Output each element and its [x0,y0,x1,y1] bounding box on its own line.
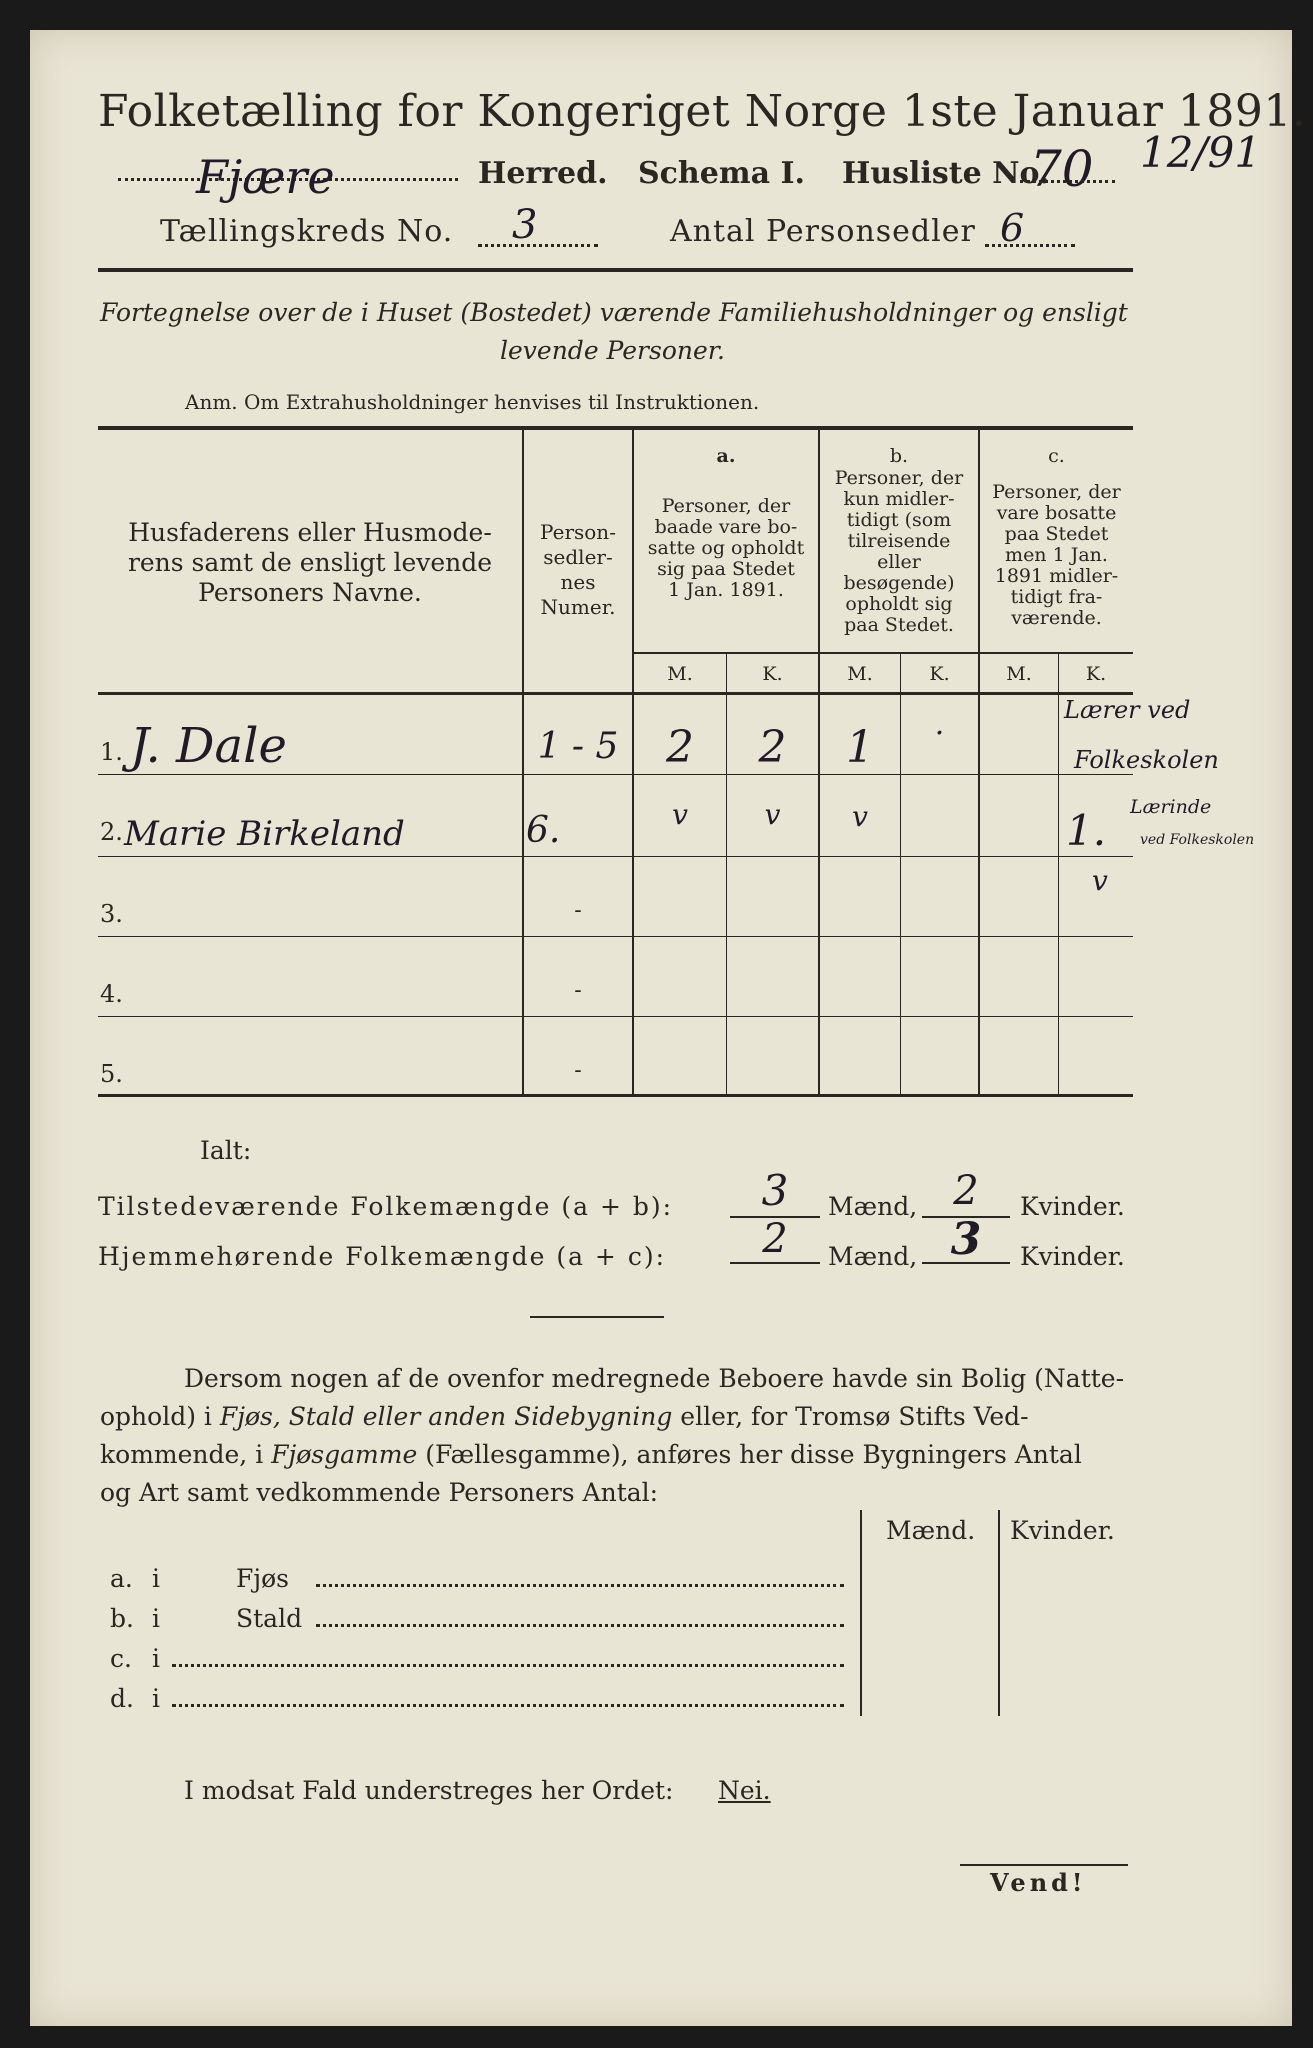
husliste-field-line [1020,180,1115,183]
vend-rule [960,1864,1128,1866]
totals-divider [530,1316,664,1318]
col-num-header-line: nes [560,570,596,594]
row-3-number: 3. [100,900,123,928]
building-row-b-i: i [152,1604,160,1633]
row-3-sedler: - [574,898,582,923]
row-5-sedler: - [574,1058,582,1083]
kreds-label: Tællingskreds No. [160,214,454,249]
building-row-c-letter: c. [110,1644,132,1673]
census-form-page [30,30,1292,2026]
vend-label: Vend! [990,1868,1087,1897]
row-rule [98,936,1133,937]
margin-note-occupation-1b: Folkeskolen [1074,746,1219,774]
building-row-a-name: Fjøs [236,1564,289,1593]
col-a-header-line: satte og opholdt [647,537,805,559]
row-1-a-k: 2 [758,722,787,773]
row-2-c-k: 1. [1066,806,1107,855]
row-rule [98,774,1133,775]
col-b-header-line: besøgende) [843,572,955,594]
row-3-c-k: v [1092,864,1108,897]
hjemme-kvinder-label: Kvinder. [1020,1242,1125,1271]
antal-value: 6 [1000,206,1025,250]
row-2-name: Marie Birkeland [124,814,405,854]
col-c-header-line: værende. [1011,607,1102,629]
building-row-c-i: i [152,1644,160,1673]
hjemme-label: Hjemmehørende Folkemængde (a + c): [98,1242,666,1271]
tilstede-maend-label: Mænd, [828,1192,918,1221]
herred-value: Fjære [196,150,335,204]
tilstede-m-value: 3 [761,1166,789,1215]
building-row-b-dots [316,1624,844,1627]
row-2-number: 2. [100,818,123,846]
intro-line-1: Fortegnelse over de i Huset (Bostedet) værende Familiehusholdninger og ensligt [100,298,1128,327]
col-b-header-line: opholdt sig [845,593,953,615]
bolig-line-3-a: kommende, i [100,1440,272,1469]
bolig-line-2-b: Fjøs, Stald eller anden Sidebygning [219,1402,673,1431]
col-c-header-line: paa Stedet [1004,523,1109,545]
col-num-header [524,520,632,620]
building-row-d-dots [172,1704,844,1707]
schema-label: Schema I. [638,156,805,191]
intro-line-2: levende Personer. [500,336,725,365]
col-c-header-line: vare bosatte [996,502,1117,524]
building-row-d-i: i [152,1684,160,1713]
margin-note-occupation-2a: Lærinde [1130,796,1212,818]
mk-c-k: K. [1085,663,1107,685]
kreds-field-line [478,244,598,247]
col-a-header-line: 1 Jan. 1891. [668,579,784,601]
row-2-b-m: v [852,800,868,833]
col-a-header-line: sig paa Stedet [657,558,795,580]
col-c-letter: c. [1048,445,1065,467]
bolig-paragraph-line-2 [100,1402,1029,1431]
row-1-b-k: · [934,716,945,751]
col-name-header [100,518,520,608]
buildings-kvinder-header: Kvinder. [1010,1516,1115,1545]
bolig-line-3-c: (Fællesgamme), anføres her disse Bygningers Antal [417,1440,1082,1469]
margin-note-occupation-1a: Lærer ved [1064,696,1191,724]
husliste-note: 12/91 [1140,128,1262,177]
col-name-header-line: Husfaderens eller Husmode- [128,518,492,547]
mk-b-k: K. [929,663,950,685]
col-b-header-line: paa Stedet. [844,614,954,636]
hjemme-m-value: 2 [762,1216,788,1262]
building-row-d-letter: d. [110,1684,134,1713]
col-a-header-line: baade vare bo- [654,516,798,538]
mk-a-k: K. [762,663,783,685]
anm-note: Anm. Om Extrahusholdninger henvises til Instruktionen. [185,390,760,414]
col-b-header-line: Personer, der [834,467,964,489]
building-row-c-dots [172,1664,844,1667]
husliste-label: Husliste No. [842,156,1050,191]
col-name-header-line: Personers Navne. [198,578,422,607]
bolig-line-2-c: eller, for Tromsø Stifts Ved- [672,1402,1029,1431]
mk-b-m: M. [847,663,873,685]
row-rule [98,856,1133,857]
building-row-b-letter: b. [110,1604,134,1633]
husliste-value: 70 [1030,140,1094,198]
col-num-header-line: Numer. [540,595,616,619]
table-bottom-rule [98,1094,1133,1097]
col-c-header-line: 1891 midler- [994,565,1119,587]
col-c-header [980,482,1133,629]
row-1-a-m: 2 [666,722,694,773]
form-title: Folketælling for Kongeriget Norge 1ste Januar 1891. [98,86,1307,137]
kreds-value: 3 [512,202,538,248]
modsat-label: I modsat Fald understreges her Ordet: [184,1776,674,1805]
antal-field-line [985,244,1075,247]
row-4-sedler: - [574,978,582,1003]
row-2-a-k: v [764,798,781,831]
row-2-a-m: v [672,798,688,831]
col-num-header-line: Person- [540,520,616,544]
col-name-header-line: rens samt de ensligt levende [127,548,493,577]
col-b-header-line: kun midler- [843,488,955,510]
bolig-paragraph-line-1: Dersom nogen af de ovenfor medregnede Beboere havde sin Bolig (Natte- [184,1364,1125,1393]
col-a-header [634,496,818,601]
hjemme-maend-label: Mænd, [828,1242,918,1271]
mk-c-m: M. [1006,663,1032,685]
row-5-number: 5. [100,1060,123,1088]
col-b-letter: b. [889,445,909,467]
ialt-label: Ialt: [200,1136,252,1165]
building-row-a-dots [316,1584,844,1587]
col-b-header-line: tilreisende [847,530,951,552]
modsat-nei: Nei. [718,1776,771,1805]
antal-label: Antal Personsedler [670,214,976,249]
margin-note-occupation-2b: ved Folkeskolen [1140,832,1255,848]
col-a-header-line: Personer, der [661,495,791,517]
col-a-letter: a. [716,445,736,467]
hjemme-m-line [730,1262,820,1264]
building-row-a-letter: a. [110,1564,133,1593]
row-2-sedler: 6. [526,810,561,851]
buildings-maend-header: Mænd. [886,1516,976,1545]
header-rule [98,268,1133,272]
herred-label: Herred. [478,156,608,191]
tilstede-label: Tilstedeværende Folkemængde (a + b): [98,1192,674,1221]
row-4-number: 4. [100,980,123,1008]
bolig-paragraph-line-4: og Art samt vedkommende Personers Antal: [100,1478,659,1507]
building-row-a-i: i [152,1564,160,1593]
bolig-line-2-a: ophold) i [100,1402,220,1431]
col-b-header [820,468,978,636]
row-1-b-m: 1 [846,722,874,773]
hjemme-k-value: 3 [950,1214,982,1265]
tilstede-kvinder-label: Kvinder. [1020,1192,1125,1221]
buildings-divider-1 [860,1510,862,1716]
col-c-header-line: men 1 Jan. [1005,544,1108,566]
col-b-header-line: eller [877,551,921,573]
bolig-line-3-b: Fjøsgamme [271,1440,418,1469]
mk-a-m: M. [667,663,693,685]
col-b-header-line: tidigt (som [846,509,952,531]
col-c-header-line: tidigt fra- [1010,586,1103,608]
tilstede-k-value: 2 [953,1168,979,1214]
bolig-paragraph-line-3 [100,1440,1082,1469]
row-1-name: J. Dale [130,718,287,774]
col-num-header-line: sedler- [543,545,613,569]
col-divider-7 [1058,652,1059,1094]
col-divider-3 [726,652,727,1094]
building-row-b-name: Stald [236,1604,303,1633]
col-c-header-line: Personer, der [992,481,1121,503]
row-1-sedler: 1 - 5 [537,726,619,767]
row-rule [98,1016,1133,1017]
buildings-divider-2 [998,1510,1000,1716]
row-1-number: 1. [100,738,123,766]
